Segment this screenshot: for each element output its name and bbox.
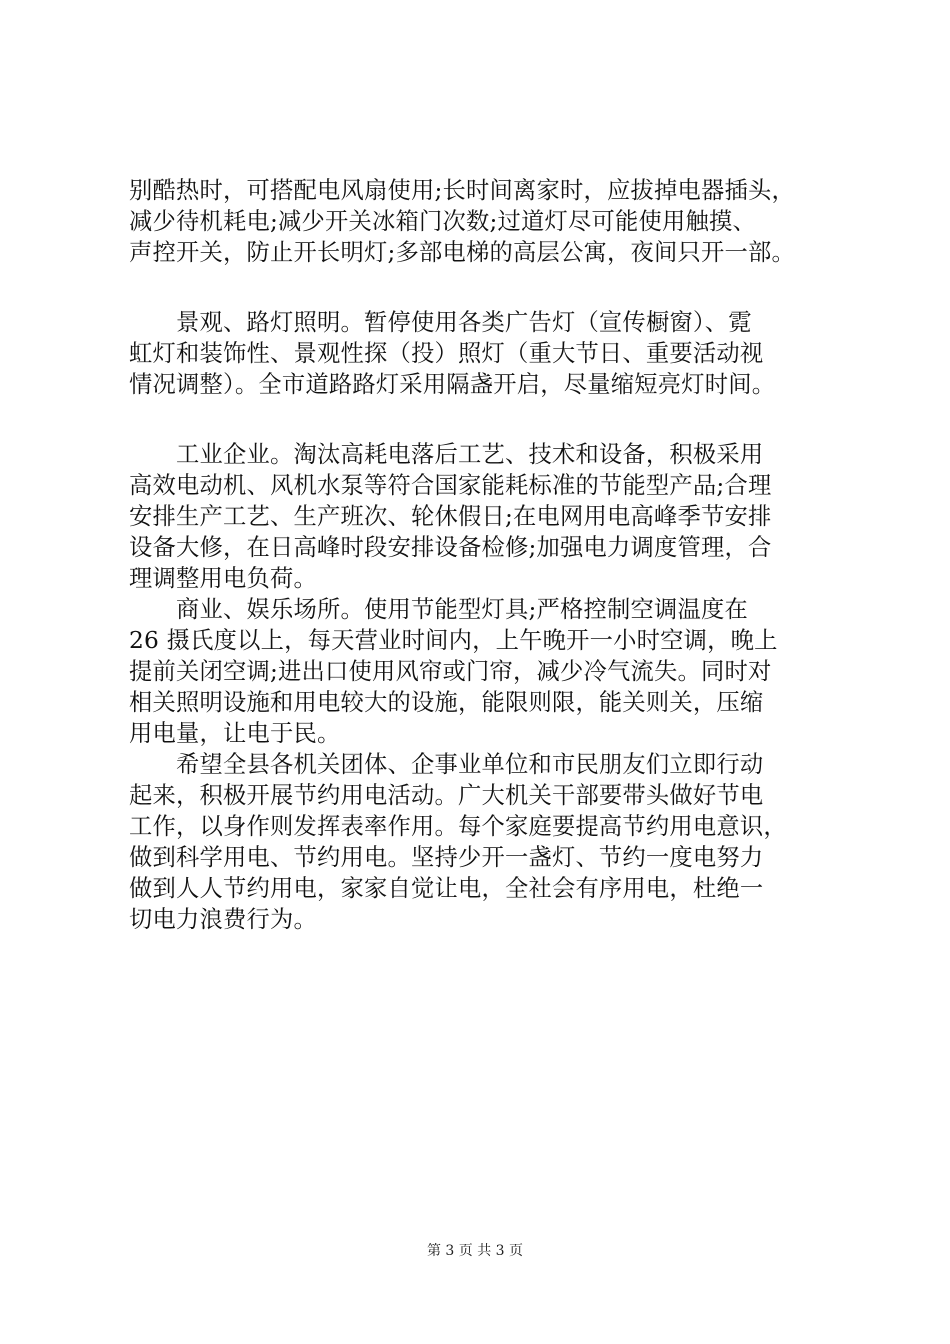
paragraph-appeal <box>129 749 829 935</box>
text-line: 做到人人节约用电，家家自觉让电，全社会有序用电，杜绝一 <box>129 875 764 902</box>
text-line: 虹灯和装饰性、景观性探（投）照灯（重大节日、重要活动视 <box>129 340 764 367</box>
text-line: 别酷热时，可搭配电风扇使用;长时间离家时，应拔掉电器插头， <box>129 177 795 204</box>
text-line: 用电量，让电于民。 <box>129 720 341 747</box>
paragraph-gap <box>129 400 829 439</box>
document-body <box>129 175 829 935</box>
text-line: 设备大修，在日高峰时段安排设备检修;加强电力调度管理，合 <box>129 534 772 561</box>
text-line: 做到科学用电、节约用电。坚持少开一盏灯、节约一度电努力 <box>129 844 764 871</box>
text-line: 景观、路灯照明。暂停使用各类广告灯（宣传橱窗）、霓 <box>129 309 752 336</box>
text-line: 26 摄氏度以上，每天营业时间内，上午晚开一小时空调，晚上 <box>129 627 778 654</box>
text-line: 工业企业。淘汰高耗电落后工艺、技术和设备，积极采用 <box>129 441 764 468</box>
text-line: 工作，以身作则发挥表率作用。每个家庭要提高节约用电意识， <box>129 813 787 840</box>
page-number-footer: 第 3 页 共 3 页 <box>426 1243 524 1259</box>
text-line: 提前关闭空调;进出口使用风帘或门帘，减少冷气流失。同时对 <box>129 658 772 685</box>
text-line: 安排生产工艺、生产班次、轮休假日;在电网用电高峰季节安排 <box>129 503 772 530</box>
paragraph-landscape-lighting <box>129 307 829 400</box>
text-line: 相关照明设施和用电较大的设施，能限则限，能关则关，压缩 <box>129 689 764 716</box>
text-line: 商业、娱乐场所。使用节能型灯具;严格控制空调温度在 <box>129 596 748 623</box>
text-line: 情况调整）。全市道路路灯采用隔盏开启，尽量缩短亮灯时间。 <box>129 371 776 398</box>
text-line: 声控开关，防止开长明灯;多部电梯的高层公寓，夜间只开一部。 <box>129 239 795 266</box>
paragraph-household <box>129 175 829 268</box>
text-line: 理调整用电负荷。 <box>129 565 317 592</box>
paragraph-industry <box>129 439 829 594</box>
text-line: 切电力浪费行为。 <box>129 906 317 933</box>
paragraph-commerce <box>129 594 829 749</box>
text-line: 高效电动机、风机水泵等符合国家能耗标准的节能型产品;合理 <box>129 472 772 499</box>
text-line: 起来，积极开展节约用电活动。广大机关干部要带头做好节电 <box>129 782 764 809</box>
paragraph-gap <box>129 268 829 307</box>
text-line: 希望全县各机关团体、企事业单位和市民朋友们立即行动 <box>129 751 764 778</box>
text-line: 减少待机耗电;减少开关冰箱门次数;过道灯尽可能使用触摸、 <box>129 208 757 235</box>
